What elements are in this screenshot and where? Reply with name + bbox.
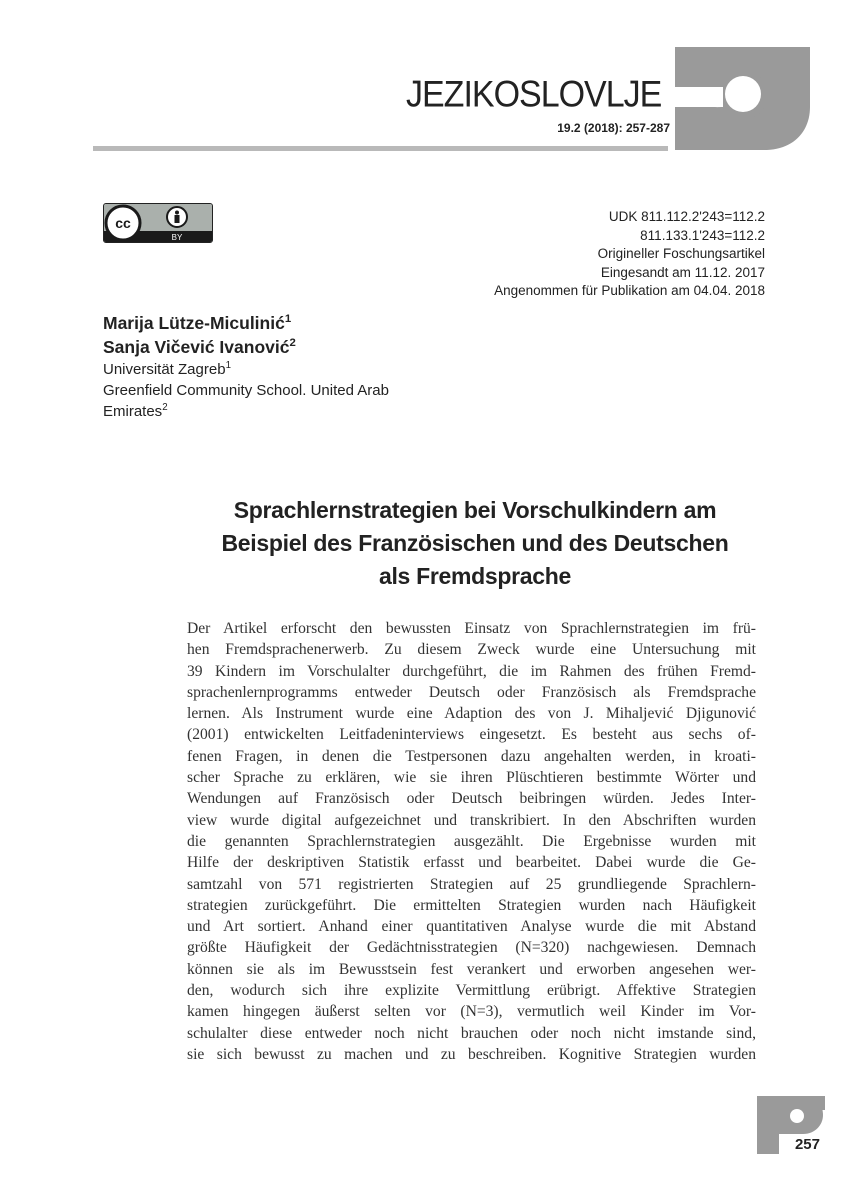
submitted-date: Eingesandt am 11.12. 2017: [600, 264, 765, 280]
header-rule: [93, 146, 668, 151]
affiliation-2: Greenfield Community School. United Arab: [103, 382, 389, 399]
abstract-line: hen Fremdsprachenerwerb. Zu diesem Zweck wurde eine Untersuchung mit: [187, 641, 756, 659]
cc-by-license-badge[interactable]: [103, 203, 213, 243]
udk-line-1: UDK 811.112.2'243=112.2: [608, 209, 765, 224]
abstract-line: den, wodurch sich ihre explizite Vermittlung erübrigt. Affektive Strategien: [187, 982, 756, 1000]
paper-title: Sprachlernstrategien bei Vorschulkindern am Beispiel des Französischen und des Deutschen als Fremdsprache: [221, 497, 729, 589]
abstract-line: kamen hingegen äußerst selten vor (N=3), vermutlich weil Kinder im Vor-: [187, 1003, 756, 1021]
journal-logo-icon: [675, 47, 810, 152]
abstract-line: view wurde digital aufgezeichnet und transkribiert. In den Abschriften wurden: [187, 811, 756, 829]
journal-issue: 19.2 (2018): 257-287: [557, 121, 670, 135]
author-2: Sanja Vičević Ivanović$^2$: [103, 337, 296, 357]
abstract-line: schulalter diese entweder noch nicht brauchen oder noch nicht imstande sind,: [187, 1024, 756, 1042]
abstract-line: und Art sortiert. Anhand einer quantitativen Analyse wurde die mit Abstand: [187, 918, 756, 936]
accepted-date: Angenommen für Publikation am 04.04. 2018: [494, 283, 765, 298]
abstract-line: größte Häufigkeit der Gedächtnisstrategien (N=320) nachgewiesen. Demnach: [187, 939, 756, 957]
abstract-line: samtzahl von 571 registrierten Strategien auf 25 grundliegende Sprachlern-: [187, 875, 756, 893]
abstract-line: die genannten Sprachlernstrategien ausgezählt. Die Ergebnisse wurden mit: [187, 832, 756, 850]
abstract-line: strategien zurückgeführt. Die ermittelten Strategien wurden nach Häufigkeit: [187, 896, 756, 914]
article-metadata: [420, 208, 765, 301]
cc-label: cc: [115, 215, 131, 231]
abstract-line: Der Artikel erforscht den bewussten Einsatz von Sprachlernstrategien im frü-: [187, 620, 756, 637]
by-label: BY: [171, 233, 183, 242]
udk-line-2: 811.133.1'243=112.2: [640, 227, 765, 243]
abstract-line: sie sich bewusst zu machen und zu beschreiben. Kognitive Strategien wurden: [187, 1045, 756, 1063]
abstract-line: Wendungen auf Französisch oder Deutsch beibringen würden. Jedes Inter-: [187, 790, 756, 808]
abstract-line: Hilfe der deskriptiven Statistik erfasst und bearbeitet. Dabei wurde die Ge-: [187, 854, 756, 872]
abstract-line: (2001) entwickelten Leitfadeninterviews eingesetzt. Es besteht aus sechs of-: [187, 726, 756, 744]
page-number: 257: [794, 1136, 820, 1153]
abstract: [187, 618, 756, 1065]
abstract-line: können sie als im Bewusstsein fest verankert und erworben angesehen wer-: [187, 960, 756, 978]
journal-title: JEZIKOSLOVLJE: [406, 74, 662, 116]
affiliation-1: Universität Zagreb$^1$: [103, 360, 231, 378]
affiliation-2-cont: Emirates$^2$: [103, 402, 168, 420]
article-type: Origineller Foschungsartikel: [597, 246, 765, 261]
abstract-line: scher Sprache zu erklären, wie sie ihren Plüschtieren bestimmte Wörter und: [187, 769, 756, 787]
author-block: [103, 311, 463, 422]
abstract-line: 39 Kindern im Vorschulalter durchgeführt, die im Rahmen des frühen Fremd-: [187, 662, 756, 680]
abstract-line: sprachenlernprogramms entweder Deutsch oder Französisch als Fremdsprache: [187, 683, 756, 701]
abstract-line: fenen Fragen, in denen die Testpersonen dazu angehalten werden, in kroati-: [187, 747, 756, 765]
author-1: Marija Lütze-Miculinić$^1$: [103, 313, 292, 333]
abstract-line: lernen. Als Instrument wurde eine Adaption des von J. Mihaljević Djigunović: [187, 705, 756, 723]
cc-by-icon: [104, 204, 212, 242]
